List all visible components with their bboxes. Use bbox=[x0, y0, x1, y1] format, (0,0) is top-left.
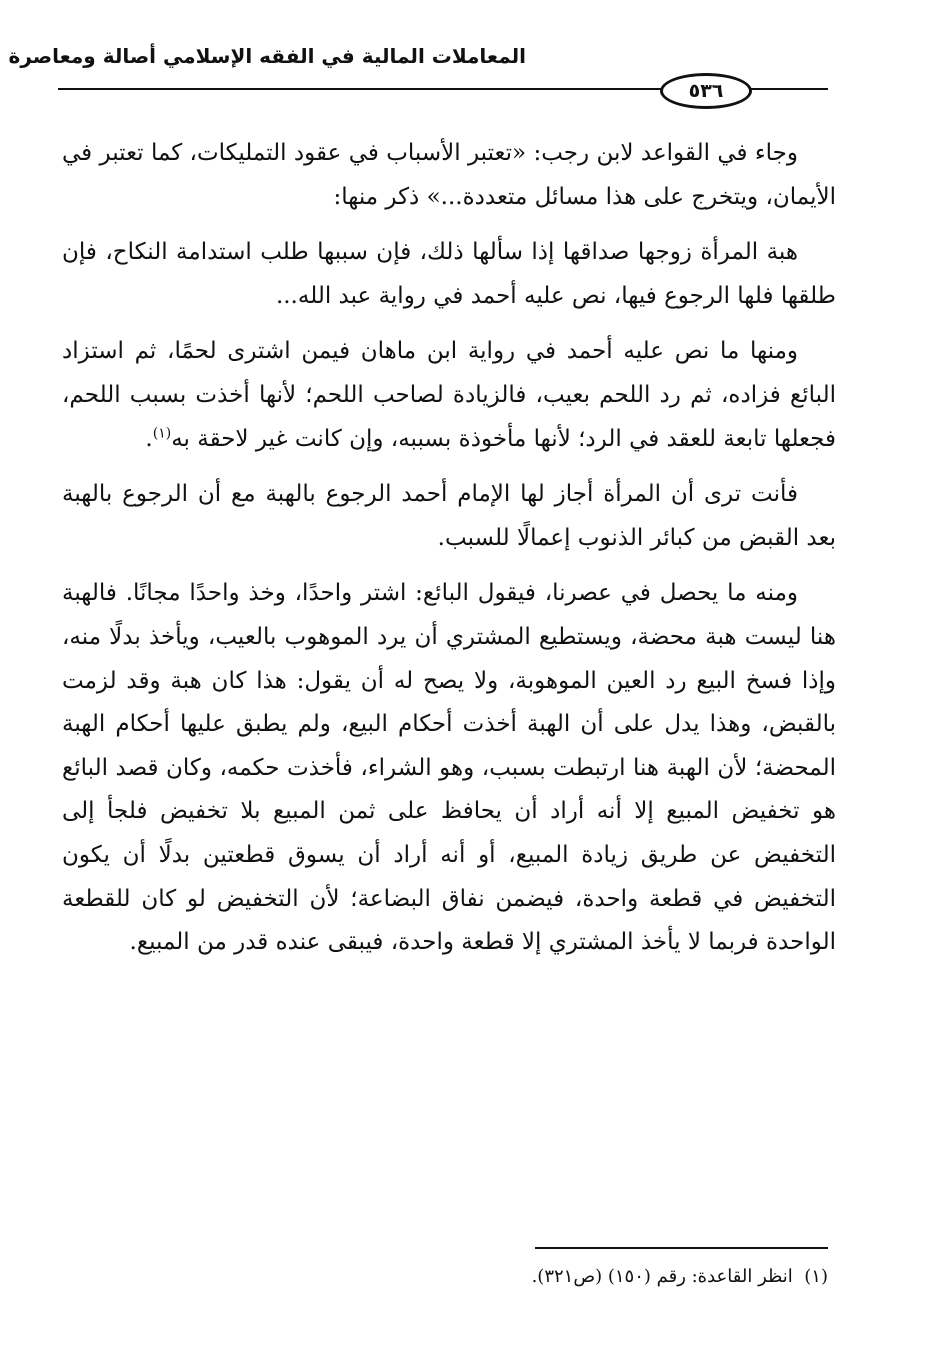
paragraph-end: . bbox=[145, 425, 153, 452]
page-number: ٥٣٦ bbox=[660, 73, 752, 109]
paragraph: ومنه ما يحصل في عصرنا، فيقول البائع: اشتر واحدًا، وخذ واحدًا مجانًا. فالهبة هنا ليست هبة محضة، ويستطيع المشتري أن يرد الموهوب بالعيب، ويأخذ بدلًا منه، وإذا فسخ البيع رد العين الموهوبة، ولا يصح له أن يقول: هذا كان هبة وقد لزمت بالقبض، وهذا يدل على أن الهبة أخذت أحكام البيع، ولم يطبق عليها أحكام الهبة المحضة؛ لأن الهبة هنا ارتبطت بسبب، وهو الشراء، فأخذت حكمه، وكان قصد البائع هو تخفيض المبيع إلا أنه أراد أن يحافظ على ثمن المبيع بلا تخفيض فلجأ إلى التخفيض عن طريق زيادة المبيع، أو أنه أراد أن يسوق قطعتين بدلًا أن يكون التخفيض في قطعة واحدة، فيضمن نفاق البضاعة؛ لأن التخفيض لو كان للقطعة الواحدة فربما لا يأخذ المشتري إلا قطعة واحدة، فيبقى عنده قدر من المبيع. bbox=[62, 580, 836, 956]
footnote-reference: (١) bbox=[152, 424, 172, 441]
footnote-rule bbox=[535, 1247, 828, 1249]
footnote-marker: (١) bbox=[804, 1266, 828, 1287]
paragraph: فأنت ترى أن المرأة أجاز لها الإمام أحمد الرجوع بالهبة مع أن الرجوع بالهبة بعد القبض من كبائر الذنوب إعمالًا للسبب. bbox=[62, 481, 836, 551]
paragraph-text: ومنها ما نص عليه أحمد في رواية ابن ماهان فيمن اشترى لحمًا، ثم استزاد البائع فزاده، ثم رد اللحم بعيب، فالزيادة لصاحب اللحم؛ لأنها أخذت بسبب اللحم، فجعلها تابعة للعقد في الرد؛ لأنها مأخوذة بسببه، وإن كانت غير لاحقة به bbox=[62, 338, 836, 452]
paragraph: وجاء في القواعد لابن رجب: «تعتبر الأسباب في عقود التمليكات، كما تعتبر في الأيمان، ويتخرج على هذا مسائل متعددة...» ذكر منها: bbox=[62, 140, 836, 210]
footnote bbox=[108, 1266, 828, 1287]
body-text bbox=[62, 132, 836, 977]
paragraph bbox=[62, 330, 836, 461]
footnote-text: انظر القاعدة: رقم (١٥٠) (ص٣٢١). bbox=[531, 1266, 793, 1287]
paragraph: هبة المرأة زوجها صداقها إذا سألها ذلك، فإن سببها طلب استدامة النكاح، فإن طلقها فلها الرجوع فيها، نص عليه أحمد في رواية عبد الله... bbox=[62, 239, 836, 309]
running-title: المعاملات المالية في الفقه الإسلامي أصالة ومعاصرة bbox=[8, 44, 526, 68]
